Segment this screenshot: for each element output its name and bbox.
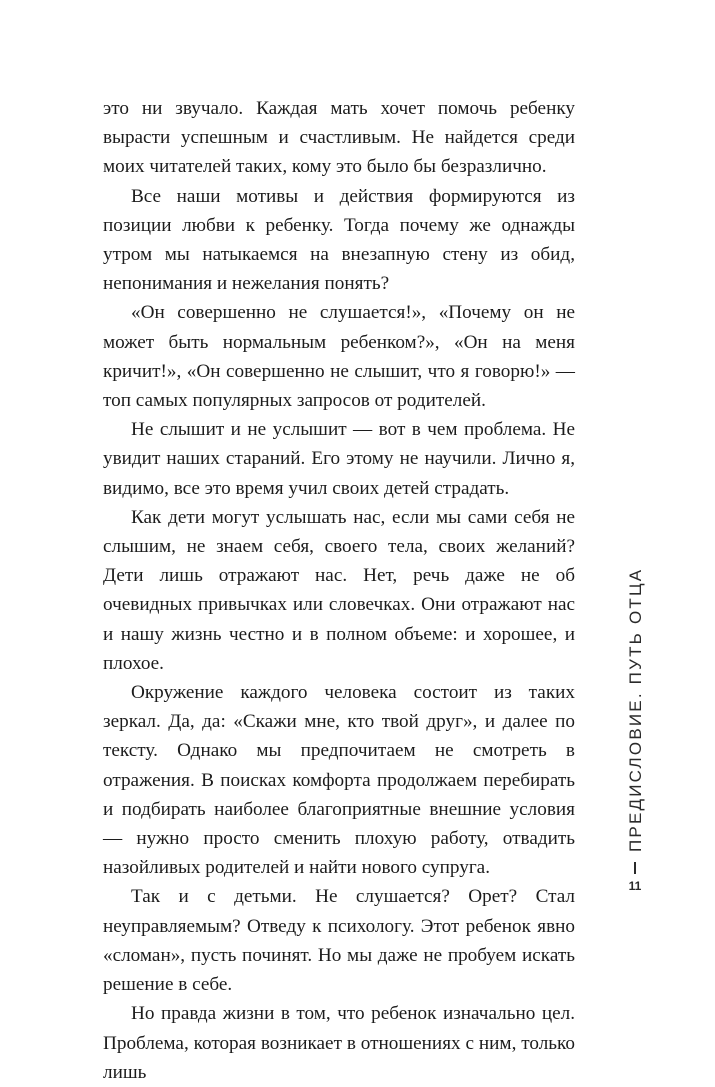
paragraph: Все наши мотивы и действия формируются из позиции любви к ребенку. Тогда почему же однажды утром мы натыкаемся на внезапную стену из обид, непонимания и нежелания понять? <box>103 185 575 295</box>
running-title: ПРЕДИСЛОВИЕ. ПУТЬ ОТЦА <box>626 567 645 852</box>
paragraph: Как дети могут услышать нас, если мы сами себя не слышим, не знаем себя, своего тела, своих желаний? Дети лишь отражают нас. Нет, речь даже не об очевидных привычках или словечках. Они отражают нас и нашу жизнь честно и в полном объеме: и хорошее, и плохое. <box>103 506 575 674</box>
paragraph: Так и с детьми. Не слушается? Орет? Стал неуправляемым? Отведу к психологу. Этот ребенок явно «сломан», пусть починят. Но мы даже не пробуем искать решение в себе. <box>103 886 575 996</box>
divider <box>634 862 636 874</box>
paragraph: Не слышит и не услышит — вот в чем проблема. Не увидит наших стараний. Его этому не научили. Лично я, видимо, все это время учил своих детей страдать. <box>103 419 575 499</box>
paragraph: «Он совершенно не слушается!», «Почему он не может быть нормальным ребенком?», «Он на меня кричит!», «Он совершенно не слышит, что я говорю!» — топ самых популярных запросов от родителей. <box>103 302 575 412</box>
body-text <box>103 94 575 1087</box>
paragraph: Окружение каждого человека состоит из таких зеркал. Да, да: «Скажи мне, кто твой друг», и далее по тексту. Однако мы предпочитаем не смотреть в отражения. В поисках комфорта продолжаем перебирать и подбирать наиболее благоприятные внешние условия — нужно просто сменить плохую работу, отвадить назойливых родителей и найти нового супруга. <box>103 682 575 879</box>
paragraph: Но правда жизни в том, что ребенок изначально цел. Проблема, которая возникает в отношениях с ним, только лишь <box>103 1003 575 1083</box>
page-number: 11 <box>628 879 642 893</box>
paragraph: это ни звучало. Каждая мать хочет помочь ребенку вырасти успешным и счастливым. Не найдется среди моих читателей таких, кому это было бы безразлично. <box>103 98 575 178</box>
